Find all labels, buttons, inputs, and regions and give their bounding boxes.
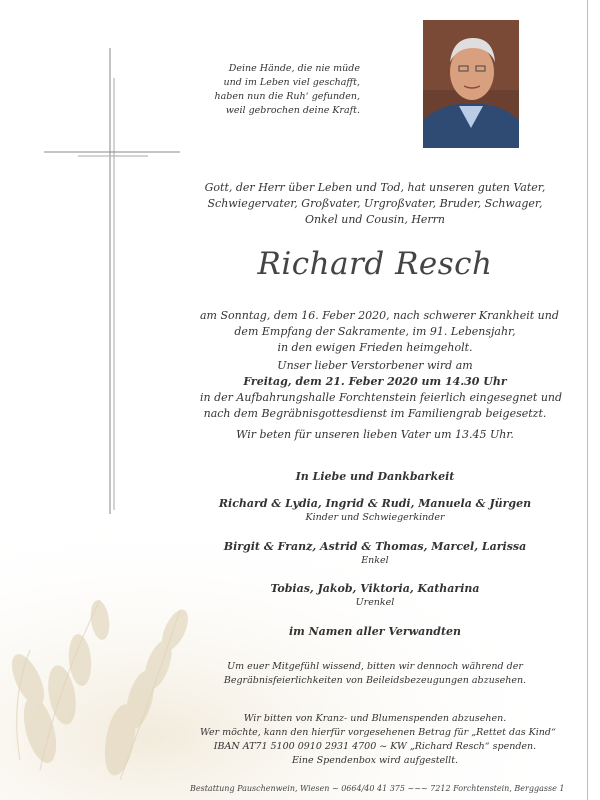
poem-line: weil gebrochen deine Kraft. xyxy=(225,105,360,116)
funeral-home-footer: Bestattung Pauschenwein, Wiesen ~ 0664/40 41 375 ~~~ 7212 Forchtenstein, Berggasse 1 xyxy=(190,784,565,793)
donation-line: Eine Spendenbox wird aufgestellt. xyxy=(291,755,459,766)
funeral-date: Freitag, dem 21. Feber 2020 um 14.30 Uhr xyxy=(243,375,507,388)
funeral-line: Unser lieber Verstorbener wird am xyxy=(277,359,473,372)
mourner-names: Birgit & Franz, Astrid & Thomas, Marcel, Larissa xyxy=(223,540,527,553)
right-border-line xyxy=(587,0,588,800)
donation-line: Wer möchte, kann den hierfür vorgesehenen Betrag für „Rettet das Kind“ xyxy=(200,727,556,738)
funeral-line: nach dem Begräbnisgottesdienst im Familiengrab beigesetzt. xyxy=(203,407,547,420)
death-notice-line: am Sonntag, dem 16. Feber 2020, nach schwerer Krankheit und xyxy=(200,309,559,322)
donation-line: IBAN AT71 5100 0910 2931 4700 ~ KW „Richard Resch“ spenden. xyxy=(213,741,537,752)
death-notice xyxy=(200,308,559,356)
poem xyxy=(200,62,360,118)
condolence-line: Um euer Mitgefühl wissend, bitten wir dennoch während der xyxy=(227,661,523,672)
intro-text xyxy=(200,180,550,228)
funeral-line: in der Aufbahrungshalle Forchtenstein feierlich eingesegnet und xyxy=(200,391,563,404)
donation-line: Wir bitten von Kranz- und Blumenspenden abzusehen. xyxy=(243,713,507,724)
love-line: In Liebe und Dankbarkeit xyxy=(295,470,455,483)
intro-line: Gott, der Herr über Leben und Tod, hat unseren guten Vater, xyxy=(204,181,546,194)
donation-note xyxy=(200,712,556,768)
relatives-line: im Namen aller Verwandten xyxy=(288,625,462,638)
poem-line: Deine Hände, die nie müde xyxy=(228,63,360,74)
condolence-line: Begräbnisfeierlichkeiten von Beileidsbezeugungen abzusehen. xyxy=(223,675,527,686)
poem-line: haben nun die Ruh‘ gefunden, xyxy=(214,91,360,102)
cross-icon xyxy=(44,48,180,514)
deceased-name: Richard Resch xyxy=(257,246,493,282)
death-notice-line: dem Empfang der Sakramente, im 91. Lebensjahr, xyxy=(234,325,516,338)
portrait-photo xyxy=(423,20,519,148)
mourner-relation: Urenkel xyxy=(355,597,395,608)
mourner-names: Richard & Lydia, Ingrid & Rudi, Manuela & Jürgen xyxy=(218,497,532,510)
poem-line: und im Leben viel geschafft, xyxy=(223,77,360,88)
prayer-time: Wir beten für unseren lieben Vater um 13.45 Uhr. xyxy=(236,428,514,441)
funeral-details xyxy=(200,358,563,422)
intro-line: Schwiegervater, Großvater, Urgroßvater, Bruder, Schwager, xyxy=(207,197,543,210)
condolence-note xyxy=(200,660,550,688)
intro-line: Onkel und Cousin, Herrn xyxy=(304,213,446,226)
mourner-relation: Enkel xyxy=(361,555,389,566)
death-notice-line: in den ewigen Frieden heimgeholt. xyxy=(277,341,473,354)
mourner-relation: Kinder und Schwiegerkinder xyxy=(305,512,445,523)
mourner-names: Tobias, Jakob, Viktoria, Katharina xyxy=(270,582,480,595)
